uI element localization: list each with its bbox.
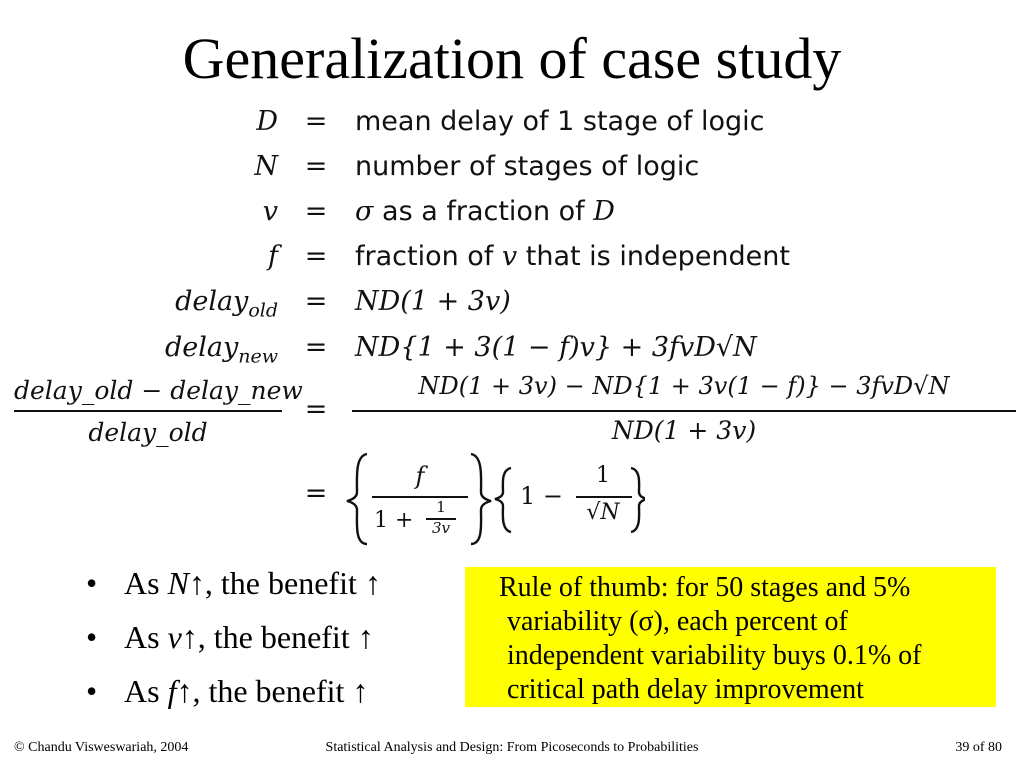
small-frac-den: 3v <box>431 519 451 537</box>
equation-delay-new <box>0 332 1024 368</box>
final-frac-num: 1 <box>596 463 610 488</box>
rule-of-thumb-box: Rule of thumb: for 50 stages and 5% variability (σ), each percent of independent variability buys 0.1% of critical path delay improvement <box>465 567 996 707</box>
definition-text <box>355 241 790 272</box>
definition-phrase: as a fraction of <box>373 196 594 227</box>
final-one-minus: 1 − <box>520 482 564 510</box>
definition-text: mean delay of 1 stage of logic <box>355 106 765 137</box>
definition-symbol: v <box>262 196 278 227</box>
equals-sign: = <box>304 332 328 363</box>
bullet-variable: f <box>167 673 177 709</box>
delay-new-expression: ND{1 + 3(1 − f)v} + 3fvD√N <box>355 332 757 363</box>
final-frac-den: √N <box>586 500 620 525</box>
v-symbol: v <box>501 241 518 272</box>
fraction-bar <box>576 496 632 498</box>
delay-new-symbol: delay$_{new}$ <box>165 332 278 368</box>
ratio-rhs-denominator: ND(1 + 3v) <box>611 416 757 445</box>
equals-sign: = <box>304 241 328 272</box>
definition-text: number of stages of logic <box>355 151 700 182</box>
equals-sign: = <box>304 286 328 317</box>
final-denominator: 1 + <box>374 508 414 533</box>
fraction-bar <box>352 410 1016 412</box>
definition-phrase: that is independent <box>517 241 790 272</box>
left-brace-icon <box>495 468 511 532</box>
equals-sign: = <box>304 151 328 182</box>
footer-title: Statistical Analysis and Design: From Picoseconds to Probabilities <box>325 740 699 755</box>
subscript-old: old <box>248 299 278 322</box>
definition-row <box>0 106 1024 140</box>
definition-symbol: N <box>254 151 278 182</box>
delay-old-expression: ND(1 + 3v) <box>355 286 511 317</box>
definition-symbol: f <box>268 241 278 272</box>
bullet-variable: N <box>167 565 189 601</box>
fraction-bar <box>14 410 282 412</box>
bullet-icon: • <box>86 619 98 655</box>
definition-row <box>0 151 1024 185</box>
slide-title: Generalization of case study <box>182 26 842 91</box>
list-item: • As v↑, the benefit ↑ <box>82 610 381 664</box>
footer-copyright: © Chandu Visweswariah, 2004 <box>14 740 189 755</box>
definition-phrase: fraction of <box>355 241 502 272</box>
small-frac-num: 1 <box>436 498 446 516</box>
equals-sign: = <box>304 478 328 509</box>
d-symbol: D <box>593 196 615 227</box>
right-brace-icon <box>471 454 491 544</box>
right-brace-icon <box>631 468 645 532</box>
ratio-denominator: delay_old <box>88 418 208 447</box>
footer-page-number: 39 of 80 <box>955 740 1002 755</box>
equals-sign: = <box>304 106 328 137</box>
equals-sign: = <box>304 196 328 227</box>
bullet-list <box>82 556 381 718</box>
equation-delay-old <box>0 286 1024 322</box>
sigma-symbol: σ <box>355 196 374 227</box>
ratio-rhs-numerator: ND(1 + 3v) − ND{1 + 3v(1 − f)} − 3fvD√N <box>418 372 950 400</box>
definition-row <box>0 196 1024 230</box>
bullet-variable: v <box>167 619 182 655</box>
list-item: • As N↑, the benefit ↑ <box>82 556 381 610</box>
delay-old-symbol: delay$_{old}$ <box>175 286 278 322</box>
final-f: f <box>415 462 425 490</box>
subscript-new: new <box>238 345 278 368</box>
list-item: • As f↑, the benefit ↑ <box>82 664 381 718</box>
left-brace-icon <box>347 454 367 544</box>
ratio-numerator: delay_old − delay_new <box>14 376 303 405</box>
equals-sign: = <box>304 394 328 425</box>
definition-text <box>355 196 615 227</box>
bullet-icon: • <box>86 673 98 709</box>
definition-symbol: D <box>256 106 278 137</box>
bullet-icon: • <box>86 565 98 601</box>
definition-row <box>0 241 1024 275</box>
